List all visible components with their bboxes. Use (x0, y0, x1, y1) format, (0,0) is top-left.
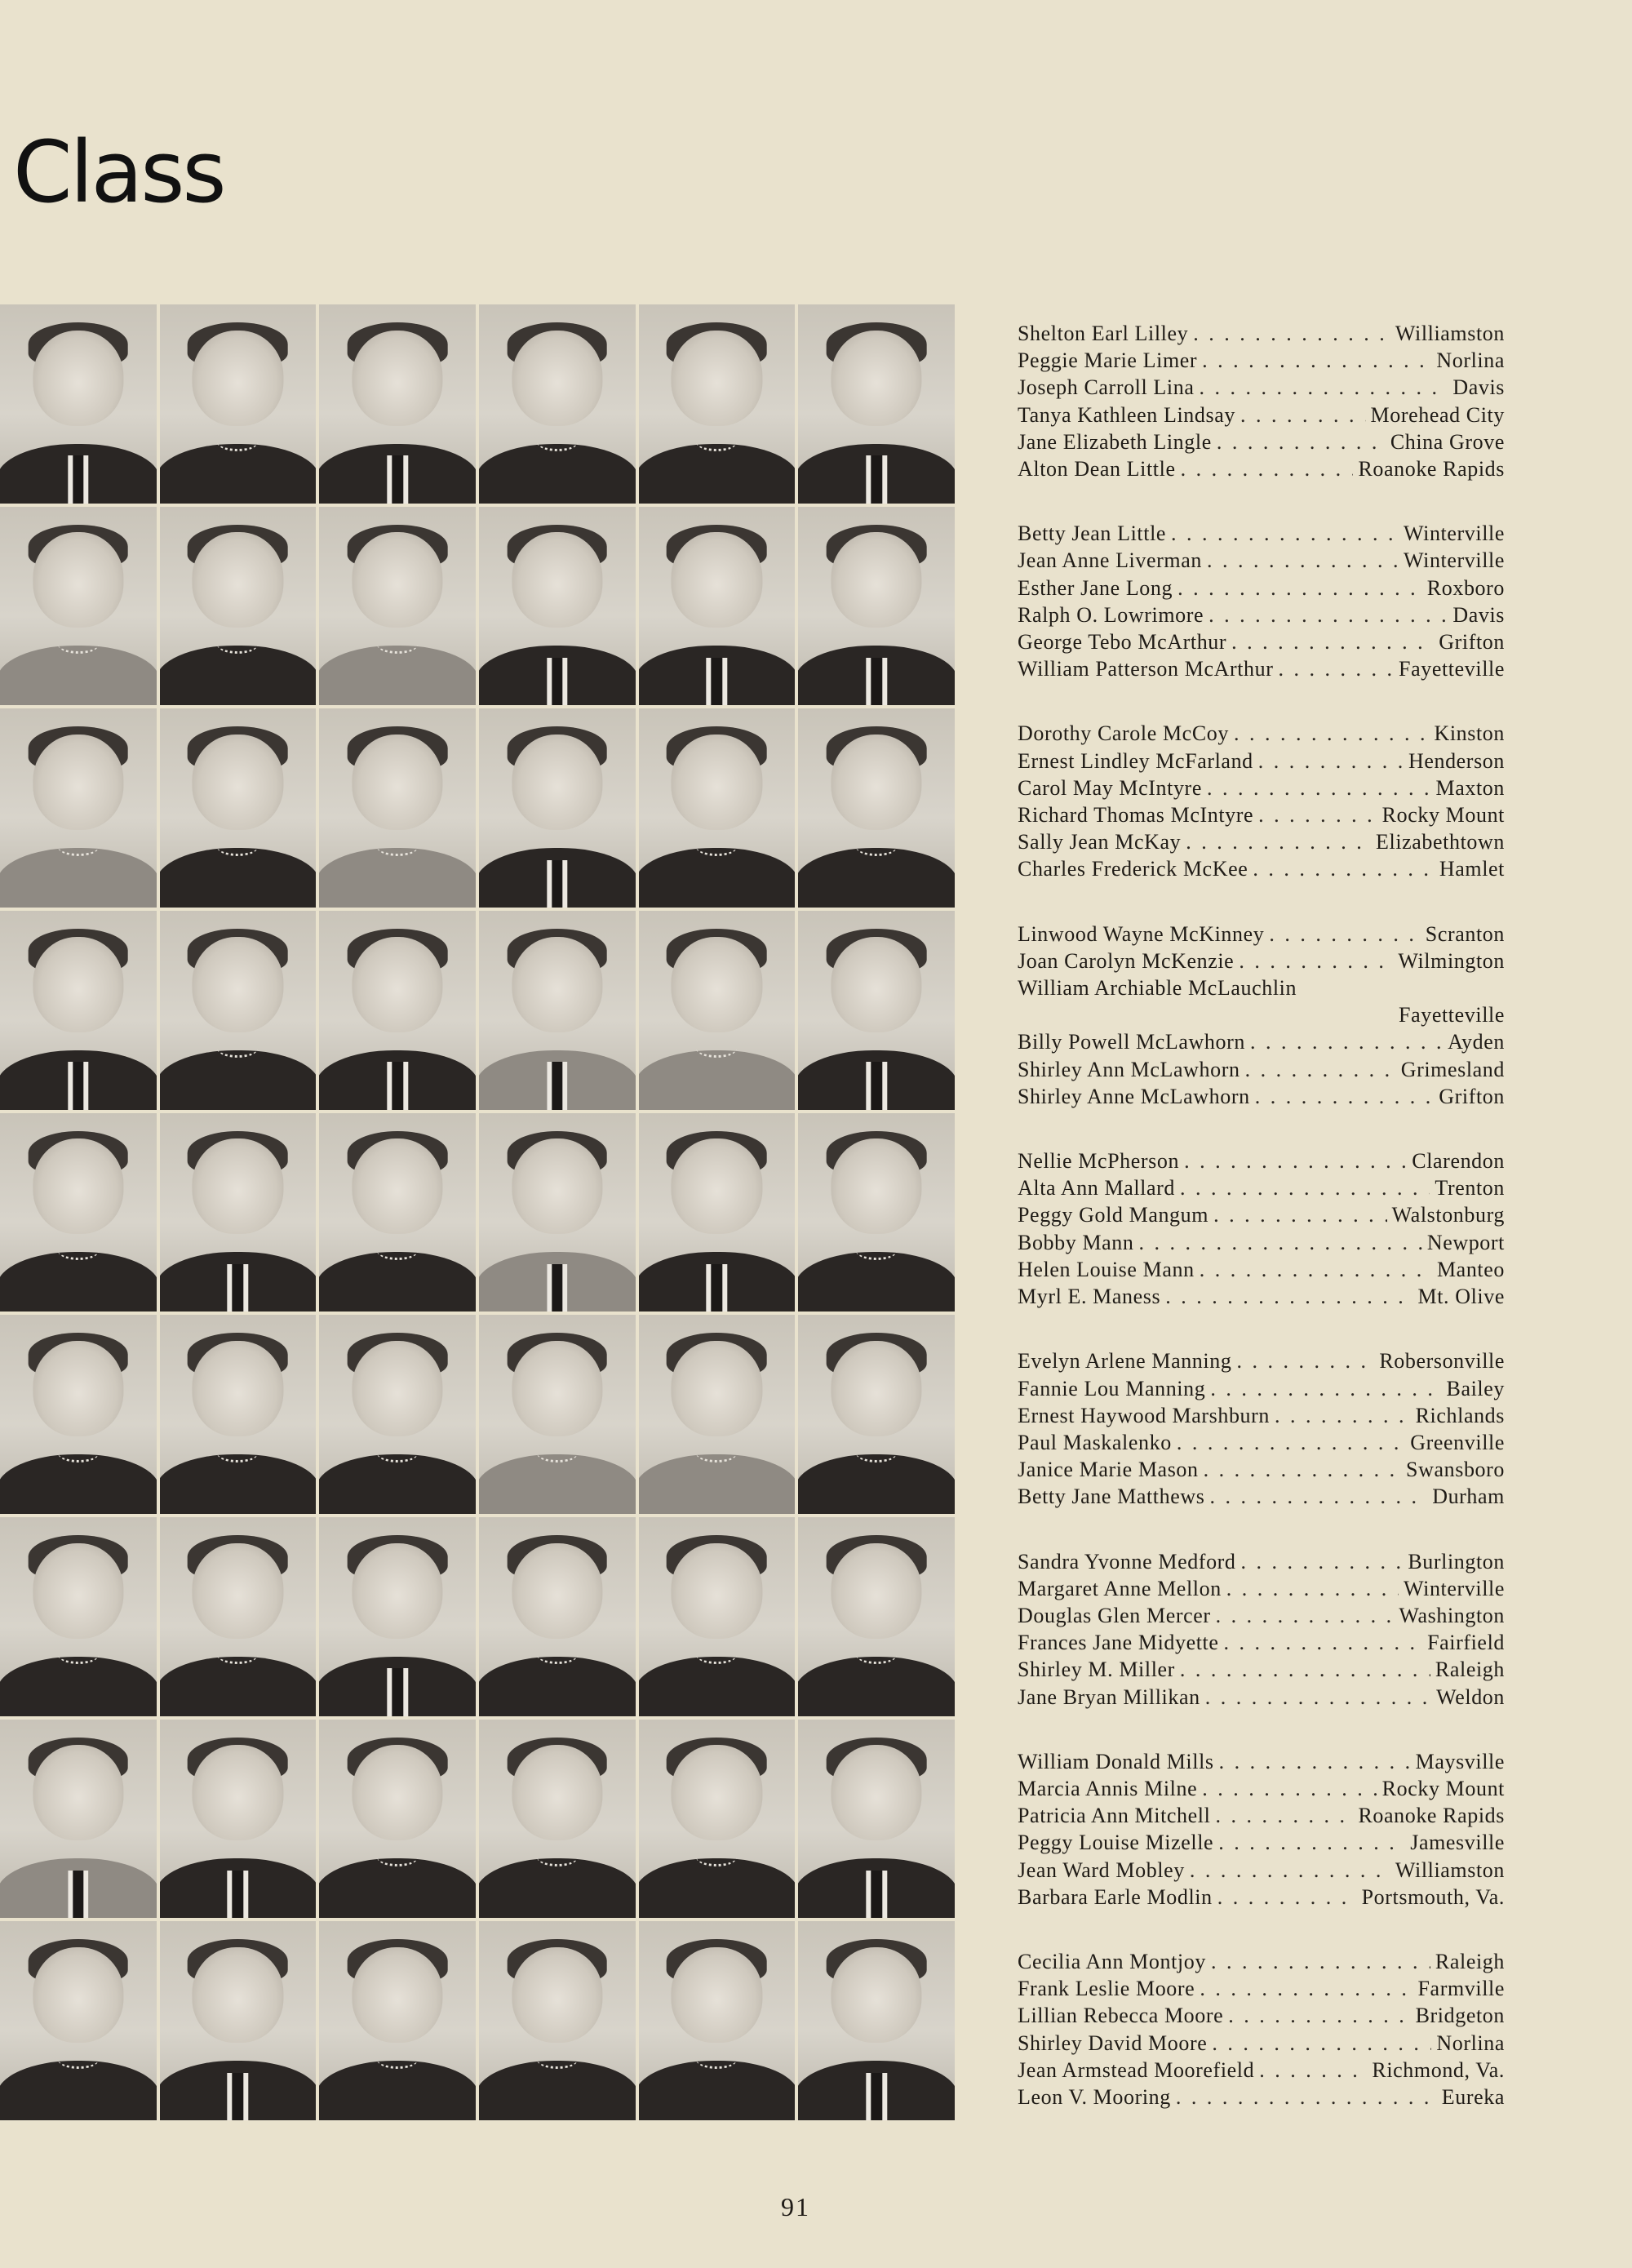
portrait-photo (0, 1315, 157, 1514)
student-entry (1018, 1347, 1505, 1374)
student-name: Shelton Earl Lilley (1018, 322, 1189, 345)
student-name: Alton Dean Little (1018, 457, 1176, 482)
student-entry (1018, 855, 1505, 882)
student-name: Peggy Gold Mangum (1018, 1203, 1209, 1227)
leader-dots (1240, 402, 1366, 428)
leader-dots (1255, 1083, 1435, 1110)
student-entry (1018, 828, 1505, 855)
portrait-photo (639, 708, 796, 908)
student-entry (1018, 1456, 1505, 1483)
student-entry (1018, 520, 1505, 547)
portrait-photo (0, 1113, 157, 1312)
leader-dots (1218, 1829, 1405, 1856)
leader-dots (1204, 1456, 1401, 1483)
hometown: Walstonburg (1391, 1203, 1505, 1227)
portrait-photo (319, 304, 476, 504)
hometown: Clarendon (1412, 1149, 1505, 1174)
portrait-photo (0, 708, 157, 908)
student-name: Lillian Rebecca Moore (1018, 2004, 1224, 2028)
portrait-photo (0, 1720, 157, 1919)
portrait-photo (639, 1720, 796, 1919)
portrait-photo (160, 304, 317, 504)
student-name: Peggy Louise Mizelle (1018, 1831, 1214, 1855)
student-name: George Tebo McArthur (1018, 630, 1227, 655)
student-entry (1018, 374, 1505, 401)
student-name: Bobby Mann (1018, 1230, 1134, 1254)
leader-dots (1180, 1174, 1430, 1201)
student-entry (1018, 1028, 1505, 1055)
student-entry (1018, 921, 1505, 948)
leader-dots (1184, 1147, 1407, 1174)
portrait-photo (798, 1113, 955, 1312)
hometown: Maysville (1415, 1749, 1505, 1773)
name-block (1018, 1948, 1505, 2110)
portrait-photo (0, 1517, 157, 1716)
portrait-photo (319, 1517, 476, 1716)
portrait-photo (479, 1113, 636, 1312)
hometown: Bridgeton (1415, 2004, 1505, 2028)
student-entry (1018, 1483, 1505, 1510)
student-entry (1018, 1056, 1505, 1083)
hometown: Hamlet (1439, 857, 1505, 881)
leader-dots (1279, 655, 1395, 682)
hometown: Williamston (1395, 322, 1505, 345)
leader-dots (1259, 2057, 1367, 2084)
portrait-photo (639, 911, 796, 1110)
leader-dots (1275, 1402, 1411, 1429)
student-name: Billy Powell McLawhorn (1018, 1030, 1245, 1054)
student-entry (1018, 2084, 1505, 2110)
student-name: Alta Ann Mallard (1018, 1176, 1176, 1201)
leader-dots (1239, 948, 1393, 974)
page-number: 91 (781, 2192, 810, 2221)
hometown: Winterville (1404, 1576, 1505, 1600)
leader-dots (1200, 1975, 1412, 2002)
hometown: Davis (1452, 602, 1505, 627)
portrait-photo (0, 1921, 157, 2120)
student-entry (1018, 428, 1505, 455)
hometown: Raleigh (1435, 1949, 1505, 1973)
student-name: Peggie Marie Limer (1018, 348, 1198, 373)
student-entry (1018, 1375, 1505, 1402)
name-block (1018, 520, 1505, 682)
hometown: Durham (1432, 1485, 1505, 1509)
student-entry (1018, 801, 1505, 828)
hometown: Norlina (1436, 348, 1505, 373)
student-name: Jean Anne Liverman (1018, 548, 1202, 573)
leader-dots (1236, 1347, 1374, 1374)
leader-dots (1186, 828, 1371, 855)
leader-dots (1177, 1429, 1405, 1456)
portrait-photo (798, 911, 955, 1110)
hometown: Rocky Mount (1381, 803, 1505, 828)
student-name: Carol May McIntyre (1018, 775, 1202, 800)
hometown: Elizabethtown (1376, 830, 1505, 854)
leader-dots (1202, 1775, 1377, 1802)
student-name: William Patterson McArthur (1018, 657, 1274, 681)
student-entry (1018, 1684, 1505, 1711)
student-entry (1018, 1256, 1505, 1283)
student-name: Frances Jane Midyette (1018, 1631, 1219, 1655)
leader-dots (1224, 1629, 1423, 1656)
student-entry (1018, 1575, 1505, 1602)
leader-dots (1253, 855, 1435, 882)
leader-dots (1181, 455, 1354, 482)
hometown: Robersonville (1379, 1349, 1505, 1374)
student-entry (1018, 1283, 1505, 1310)
portrait-photo (0, 304, 157, 504)
student-entry (1018, 601, 1505, 628)
student-entry (1018, 720, 1505, 747)
student-name: Esther Jane Long (1018, 575, 1173, 600)
hometown: Kinston (1434, 721, 1505, 746)
student-name: Evelyn Arlene Manning (1018, 1349, 1232, 1374)
student-entry (1018, 1884, 1505, 1911)
hometown: Norlina (1436, 2031, 1505, 2055)
leader-dots (1250, 1028, 1443, 1055)
hometown: Scranton (1425, 921, 1505, 946)
portrait-photo (639, 1315, 796, 1514)
leader-dots (1231, 628, 1434, 655)
leader-dots (1212, 2030, 1431, 2057)
student-entry (1018, 347, 1505, 374)
student-entry (1018, 1802, 1505, 1829)
student-name: Betty Jane Matthews (1018, 1485, 1205, 1509)
leader-dots (1165, 1283, 1412, 1310)
leader-dots (1234, 720, 1429, 747)
student-name: Jean Ward Mobley (1018, 1857, 1185, 1882)
hometown: Richmond, Va. (1372, 2057, 1505, 2082)
portrait-photo (479, 708, 636, 908)
student-entry-continued (1018, 1001, 1505, 1028)
student-entry (1018, 1857, 1505, 1884)
portrait-photo (479, 1517, 636, 1716)
student-name: Jean Armstead Moorefield (1018, 2057, 1255, 2082)
portrait-photo (479, 304, 636, 504)
portrait-photo (479, 507, 636, 706)
name-block (1018, 1548, 1505, 1711)
student-entry (1018, 628, 1505, 655)
hometown: Swansboro (1406, 1458, 1505, 1482)
student-entry (1018, 2057, 1505, 2084)
hometown: Williamston (1395, 1857, 1505, 1882)
portrait-photo (479, 911, 636, 1110)
hometown: China Grove (1390, 429, 1505, 454)
hometown: Bailey (1446, 1376, 1505, 1400)
portrait-photo (798, 507, 955, 706)
leader-dots (1215, 1802, 1353, 1829)
leader-dots (1207, 774, 1431, 801)
portrait-photo (798, 1315, 955, 1514)
leader-dots (1208, 601, 1448, 628)
student-entry (1018, 948, 1505, 974)
portrait-photo (160, 1921, 317, 2120)
student-name: Shirley Anne McLawhorn (1018, 1084, 1250, 1108)
student-name: Betty Jean Little (1018, 522, 1167, 546)
leader-dots (1205, 1684, 1431, 1711)
hometown: Henderson (1408, 748, 1505, 773)
student-name: Sandra Yvonne Medford (1018, 1549, 1236, 1573)
student-name: Shirley David Moore (1018, 2031, 1208, 2055)
leader-dots (1216, 1602, 1395, 1629)
hometown: Winterville (1404, 548, 1505, 573)
hometown: Grimesland (1400, 1057, 1505, 1081)
hometown: Winterville (1404, 522, 1505, 546)
student-entry (1018, 1948, 1505, 1975)
student-name: Leon V. Mooring (1018, 2084, 1171, 2109)
name-block (1018, 320, 1505, 482)
student-entry (1018, 1402, 1505, 1429)
portrait-photo (639, 304, 796, 504)
student-entry (1018, 575, 1505, 601)
leader-dots (1207, 547, 1399, 574)
hometown: Grifton (1439, 1084, 1505, 1108)
hometown: Grifton (1439, 630, 1505, 655)
student-name: Joan Carolyn McKenzie (1018, 948, 1235, 973)
leader-dots (1217, 428, 1386, 455)
portrait-photo (319, 1113, 476, 1312)
hometown: Newport (1426, 1230, 1505, 1254)
hometown: Fairfield (1427, 1631, 1505, 1655)
leader-dots (1199, 374, 1448, 401)
hometown: Trenton (1435, 1176, 1505, 1201)
student-name: William Archiable McLauchlin (1018, 976, 1297, 1001)
portrait-photo (160, 1113, 317, 1312)
portrait-photo (319, 1921, 476, 2120)
portrait-photo (0, 911, 157, 1110)
leader-dots (1245, 1056, 1396, 1083)
student-name: Ernest Lindley McFarland (1018, 748, 1253, 773)
portrait-photo (639, 1921, 796, 2120)
student-name: Marcia Annis Milne (1018, 1776, 1198, 1800)
hometown: Manteo (1436, 1257, 1505, 1281)
student-entry (1018, 1829, 1505, 1856)
portrait-photo (798, 1517, 955, 1716)
leader-dots (1177, 575, 1422, 601)
portrait-photo (160, 1315, 317, 1514)
hometown: Weldon (1436, 1684, 1505, 1709)
student-name: Joseph Carroll Lina (1018, 375, 1195, 400)
hometown: Morehead City (1370, 402, 1505, 427)
leader-dots (1269, 921, 1420, 948)
portrait-photo (479, 1315, 636, 1514)
student-entry (1018, 402, 1505, 428)
student-name: William Donald Mills (1018, 1749, 1214, 1773)
name-block (1018, 1748, 1505, 1911)
leader-dots (1190, 1857, 1390, 1884)
portrait-grid (0, 304, 955, 2120)
student-entry (1018, 1083, 1505, 1110)
leader-dots (1213, 1201, 1387, 1228)
student-entry (1018, 2002, 1505, 2029)
student-name: Janice Marie Mason (1018, 1458, 1199, 1482)
hometown: Jamesville (1410, 1831, 1505, 1855)
portrait-photo (319, 911, 476, 1110)
portrait-photo (0, 507, 157, 706)
leader-dots (1180, 1656, 1430, 1683)
hometown: Davis (1452, 375, 1505, 400)
hometown: Roxboro (1426, 575, 1505, 600)
student-entry (1018, 547, 1505, 574)
student-name: Cecilia Ann Montjoy (1018, 1949, 1206, 1973)
student-name: Helen Louise Mann (1018, 1257, 1195, 1281)
page-heading: Class (13, 122, 224, 222)
leader-dots (1241, 1548, 1404, 1575)
portrait-photo (319, 507, 476, 706)
hometown: Richlands (1415, 1403, 1505, 1427)
portrait-photo (319, 1720, 476, 1919)
hometown: Raleigh (1435, 1658, 1505, 1682)
name-block (1018, 921, 1505, 1110)
portrait-photo (160, 708, 317, 908)
hometown: Farmville (1417, 1977, 1505, 2001)
portrait-photo (639, 1517, 796, 1716)
hometown: Portsmouth, Va. (1361, 1884, 1505, 1909)
student-name: Barbara Earle Modlin (1018, 1884, 1213, 1909)
leader-dots (1219, 1748, 1411, 1775)
student-name: Shirley M. Miller (1018, 1658, 1175, 1682)
student-name: Douglas Glen Mercer (1018, 1603, 1211, 1627)
student-entry (1018, 655, 1505, 682)
student-entry (1018, 974, 1505, 1001)
portrait-photo (639, 507, 796, 706)
student-entry (1018, 320, 1505, 347)
hometown: Washington (1399, 1603, 1505, 1627)
leader-dots (1139, 1229, 1422, 1256)
student-entry (1018, 1147, 1505, 1174)
student-name: Linwood Wayne McKinney (1018, 921, 1265, 946)
hometown: Mt. Olive (1417, 1285, 1505, 1309)
student-name: Nellie McPherson (1018, 1149, 1180, 1174)
student-entry (1018, 748, 1505, 774)
portrait-photo (798, 1921, 955, 2120)
student-entry (1018, 1229, 1505, 1256)
hometown: Maxton (1435, 775, 1505, 800)
hometown: Fayetteville (1399, 657, 1505, 681)
student-entry (1018, 2030, 1505, 2057)
student-entry (1018, 1602, 1505, 1629)
student-entry (1018, 1656, 1505, 1683)
leader-dots (1228, 2002, 1410, 2029)
student-entry (1018, 1775, 1505, 1802)
student-name: Sally Jean McKay (1018, 830, 1182, 854)
leader-dots (1258, 801, 1377, 828)
student-entry (1018, 1548, 1505, 1575)
portrait-photo (798, 1720, 955, 1919)
portrait-photo (798, 708, 955, 908)
leader-dots (1171, 520, 1399, 547)
student-name: Richard Thomas McIntyre (1018, 803, 1254, 828)
student-name: Tanya Kathleen Lindsay (1018, 402, 1235, 427)
portrait-photo (479, 1921, 636, 2120)
student-name: Myrl E. Maness (1018, 1285, 1161, 1309)
leader-dots (1210, 1375, 1441, 1402)
leader-dots (1211, 1948, 1430, 1975)
leader-dots (1217, 1884, 1357, 1911)
name-block (1018, 1347, 1505, 1510)
hometown: Ayden (1448, 1030, 1505, 1054)
student-name: Jane Elizabeth Lingle (1018, 429, 1212, 454)
student-entry (1018, 455, 1505, 482)
leader-dots (1176, 2084, 1437, 2110)
hometown: Wilmington (1398, 948, 1505, 973)
portrait-photo (160, 1517, 317, 1716)
leader-dots (1226, 1575, 1399, 1602)
student-name: Charles Frederick McKee (1018, 857, 1248, 881)
student-name: Patricia Ann Mitchell (1018, 1804, 1211, 1828)
student-name: Shirley Ann McLawhorn (1018, 1057, 1240, 1081)
portrait-photo (798, 304, 955, 504)
leader-dots (1193, 320, 1390, 347)
leader-dots (1209, 1483, 1427, 1510)
hometown: Roanoke Rapids (1358, 457, 1505, 482)
portrait-photo (479, 1720, 636, 1919)
leader-dots (1258, 748, 1404, 774)
student-entry (1018, 1174, 1505, 1201)
student-name: Ralph O. Lowrimore (1018, 602, 1204, 627)
student-entry (1018, 1748, 1505, 1775)
student-name: Frank Leslie Moore (1018, 1977, 1195, 2001)
student-name: Paul Maskalenko (1018, 1430, 1172, 1454)
student-entry (1018, 1629, 1505, 1656)
student-name: Dorothy Carole McCoy (1018, 721, 1229, 746)
student-name: Ernest Haywood Marshburn (1018, 1403, 1271, 1427)
student-name: Margaret Anne Mellon (1018, 1576, 1222, 1600)
portrait-photo (319, 708, 476, 908)
hometown: Rocky Mount (1381, 1776, 1505, 1800)
portrait-photo (160, 1720, 317, 1919)
portrait-photo (319, 1315, 476, 1514)
student-entry (1018, 1201, 1505, 1228)
student-entry (1018, 1975, 1505, 2002)
hometown: Eureka (1441, 2084, 1505, 2109)
portrait-photo (639, 1113, 796, 1312)
portrait-photo (160, 507, 317, 706)
leader-dots (1200, 1256, 1432, 1283)
leader-dots (1202, 347, 1431, 374)
name-block (1018, 720, 1505, 882)
hometown: Burlington (1408, 1549, 1505, 1573)
name-block (1018, 1147, 1505, 1310)
student-entry (1018, 1429, 1505, 1456)
student-name: Fannie Lou Manning (1018, 1376, 1206, 1400)
student-entry (1018, 774, 1505, 801)
hometown: Greenville (1410, 1430, 1505, 1454)
hometown: Fayetteville (1399, 1003, 1505, 1027)
portrait-photo (160, 911, 317, 1110)
name-lists (1018, 320, 1505, 2148)
student-name: Jane Bryan Millikan (1018, 1684, 1200, 1709)
hometown: Roanoke Rapids (1358, 1804, 1505, 1828)
